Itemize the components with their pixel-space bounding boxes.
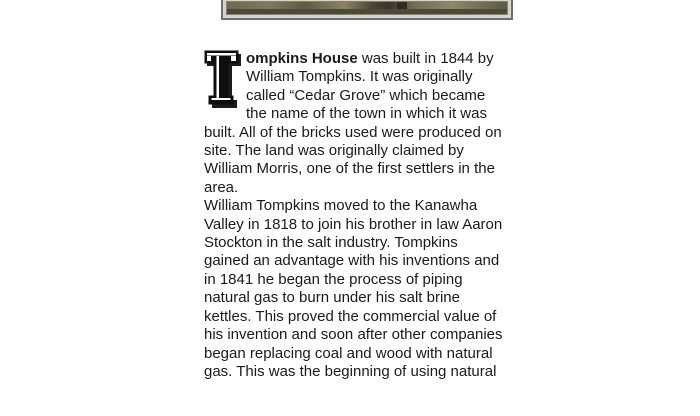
article-paragraph-1-text: was built in 1844 by William Tompkins. It was originally called “Cedar Grove” which became the name of the town in which it was built. All of the bricks used were produced on site. The land was originally claimed by William Morris, one of the first settlers in the area. (204, 50, 502, 196)
article-paragraph-2: William Tompkins moved to the Kanawha Valley in 1818 to join his brother in law Aaron Stockton in the salt industry. Tompkins gained an advantage with his inventions and in 1841 he began the process of piping natural gas to burn under his salt brine kettles. This proved the commercial value of his invention and soon after other companies began replacing coal and wood with natural gas. This was the beginning of using natural (204, 197, 503, 380)
article-lead-title: ompkins House (246, 50, 358, 67)
drop-cap-t-icon (204, 50, 242, 108)
photo-detail (397, 2, 407, 14)
drop-cap-letter (204, 50, 242, 108)
house-photo (221, 0, 513, 20)
house-photo-image (226, 1, 508, 15)
article-paragraph-1 (204, 50, 504, 197)
article-body (204, 50, 504, 381)
